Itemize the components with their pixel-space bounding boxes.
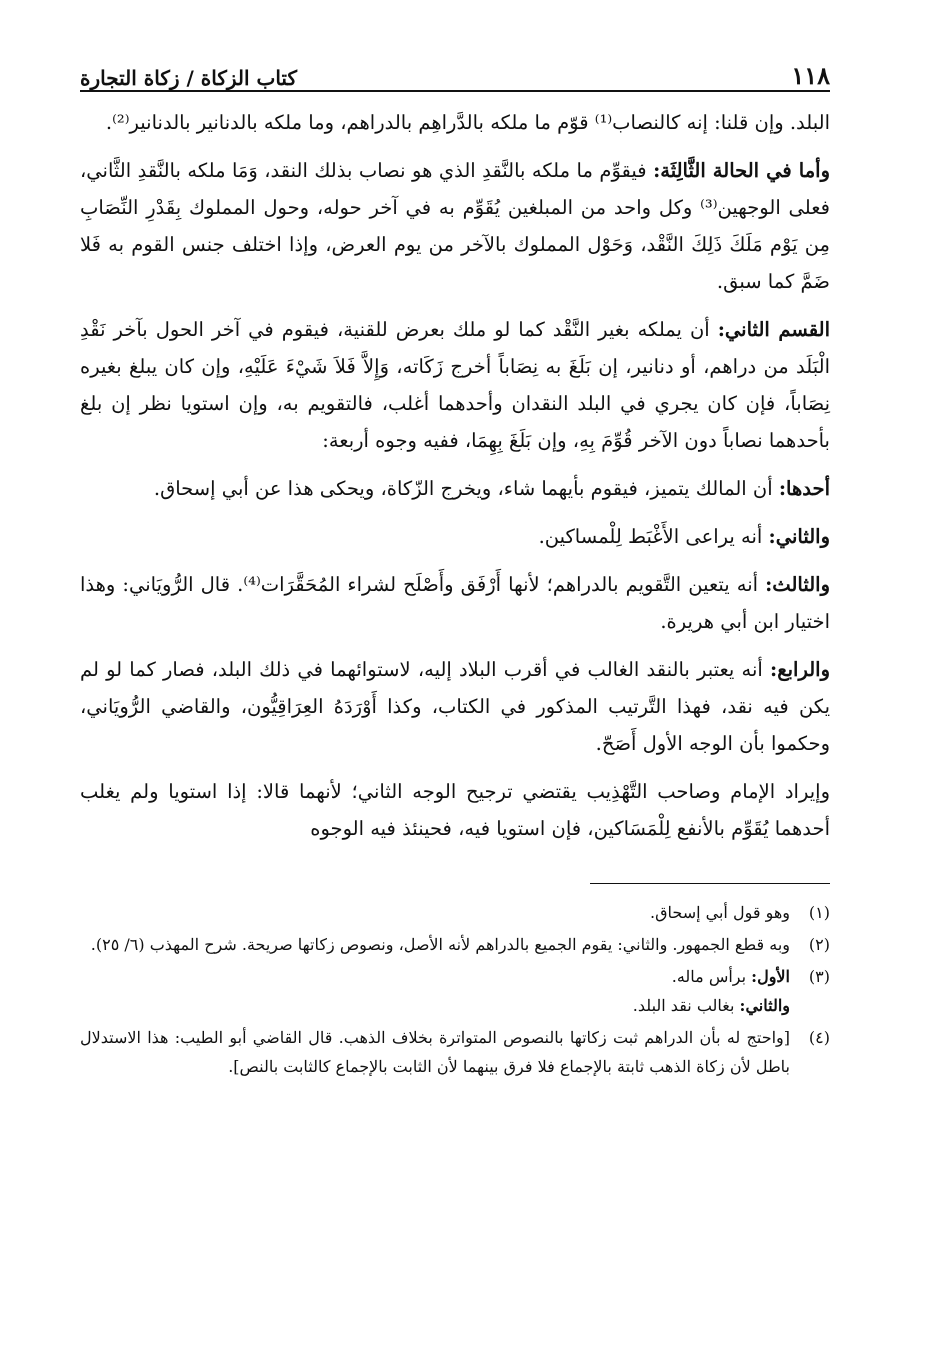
page-number: ١١٨ [791, 61, 830, 90]
footnote-line [80, 962, 790, 991]
footnote-body: وهو قول أبي إسحاق. [649, 903, 790, 922]
paragraph-text: أنه يراعى الأَغْبَط لِلْمساكين. [538, 525, 769, 548]
main-text [80, 104, 830, 847]
paragraph-text: أن يملكه بغير النَّقْد كما لو ملك بعرض للقنية، فيقوم في آخر الحول بآخر نَقْدِ الْبَلَد من دراهم، أو دنانير، إن بَلَغَ به نِصَاباً أخرج زَكَاته، وَإِلاَّ فَلاَ شَيْءَ عَلَيْهِ، وإن كان يبلغ بغيره نِصَاباً، فإن كان يجري في البلد النقدان وأحدهما أغلب، فالتقويم به، وإن استويا نظر إن بلغ بأحدهما نصاباً دون الآخر قُوِّمَ بِهِ، وإن بَلَغَ بِهِمَا، ففيه وجوه أربعة: [80, 318, 830, 452]
footnote-text [80, 1023, 790, 1081]
paragraph-text: فيقوِّم ما ملكه بالنَّقدِ الذي هو نصاب بذلك النقد، وَمَا ملكه بالنَّقدِ الثَّاني، فعلى الوجهين⁽³⁾ وكل واحد من المبلغين يُقَوِّم به في آخر حوله، وحول المملوك بِقَدْرِ النِّصَابِ مِن يَوْم مَلَكَ ذَلِكَ النَّقْد، وَحَوْل المملوك بالآخر من يوم العرض، وإذا اختلف جنس القوم به فَلا ضَمَّ كما سبق. [80, 159, 830, 293]
footnote [80, 1023, 830, 1081]
paragraph-text: أنه يعتبر بالنقد الغالب في أقرب البلاد إليه، لاستوائهما في ذلك البلد، فصار كما لو لم يكن فيه نقد، فهذا التَّرتيب المذكور في الكتاب، وكذا أَوْرَدَهُ العِرَاقِيُّون، والقاضي الرُّويَاني، وحكموا بأن الوجه الأول أَصَحّ. [80, 658, 830, 755]
footnote-number: (٤) [808, 1028, 830, 1047]
paragraph-lead: والرابع: [770, 658, 830, 681]
footnote-sub-lead: والثاني: [739, 996, 790, 1015]
footnote-body: وبه قطع الجمهور. والثاني: يقوم الجميع بالدراهم لأنه الأصل، ونصوص زكاتها صريحة. شرح المهذب (٦/ ٢٥). [90, 935, 790, 954]
paragraph [80, 773, 830, 847]
paragraph [80, 651, 830, 762]
paragraph-text: وإيراد الإمام وصاحب التَّهْذِيب يقتضي ترجيح الوجه الثاني؛ لأنهما قالا: إذا استويا ولم يغلب أحدهما يُقَوِّم بالأنفع لِلْمَسَاكين، فإن استويا فيه، فحينئذ فيه الوجوه [80, 780, 830, 840]
footnote-number: (٣) [808, 967, 830, 986]
paragraph-text: أنه يتعين التَّقويم بالدراهم؛ لأنها أَرْفَق وأَصْلَح لشراء المُحَقَّرَات⁽⁴⁾. قال الرُّويَاني: وهذا اختيار ابن أبي هريرة. [80, 573, 830, 633]
paragraph-lead: أحدها: [778, 477, 830, 500]
footnote-separator [590, 883, 830, 884]
footnote-sub-body: بغالب نقد البلد. [632, 996, 740, 1015]
footnote-body: برأس ماله. [671, 967, 752, 986]
footnote-number: (١) [808, 903, 830, 922]
footnote-number: (٢) [808, 935, 830, 954]
footnotes [80, 898, 830, 1081]
paragraph-lead: وأما في الحالة الثَّالِثَة: [653, 159, 831, 182]
footnote-text [80, 930, 790, 959]
paragraph-lead: القسم الثاني: [717, 318, 830, 341]
paragraph-text: أن المالك يتميز، فيقوم بأيهما شاء، ويخرج الزّكاة، ويحكى هذا عن أبي إسحاق. [153, 477, 779, 500]
paragraph-lead: والثالث: [765, 573, 830, 596]
footnote-text [80, 962, 790, 1020]
paragraph [80, 104, 830, 141]
running-title: كتاب الزكاة / زكاة التجارة [80, 66, 297, 90]
page-header [80, 50, 830, 92]
footnote-line [80, 991, 790, 1020]
footnote [80, 930, 830, 959]
paragraph [80, 518, 830, 555]
paragraph [80, 470, 830, 507]
footnote-text [80, 898, 790, 927]
paragraph-lead: والثاني: [768, 525, 830, 548]
footnote-lead: الأول: [751, 967, 790, 986]
footnote-body: [واحتج له بأن الدراهم ثبت زكاتها بالنصوص المتواترة بخلاف الذهب. قال القاضي أبو الطيب: هذا الاستدلال باطل لأن زكاة الذهب ثابتة بالإجماع فلا فرق بينهما لأن الثابت بالإجماع كالثابت بالنص]. [80, 1028, 790, 1076]
paragraph [80, 152, 830, 300]
page [80, 50, 830, 1084]
paragraph [80, 566, 830, 640]
paragraph-text: البلد. وإن قلنا: إنه كالنصاب⁽¹⁾ قوّم ما ملكه بالدَّراهِم بالدراهم، وما ملكه بالدنانير بالدنانير⁽²⁾. [105, 111, 830, 134]
footnote [80, 898, 830, 927]
paragraph [80, 311, 830, 459]
footnote [80, 962, 830, 1020]
